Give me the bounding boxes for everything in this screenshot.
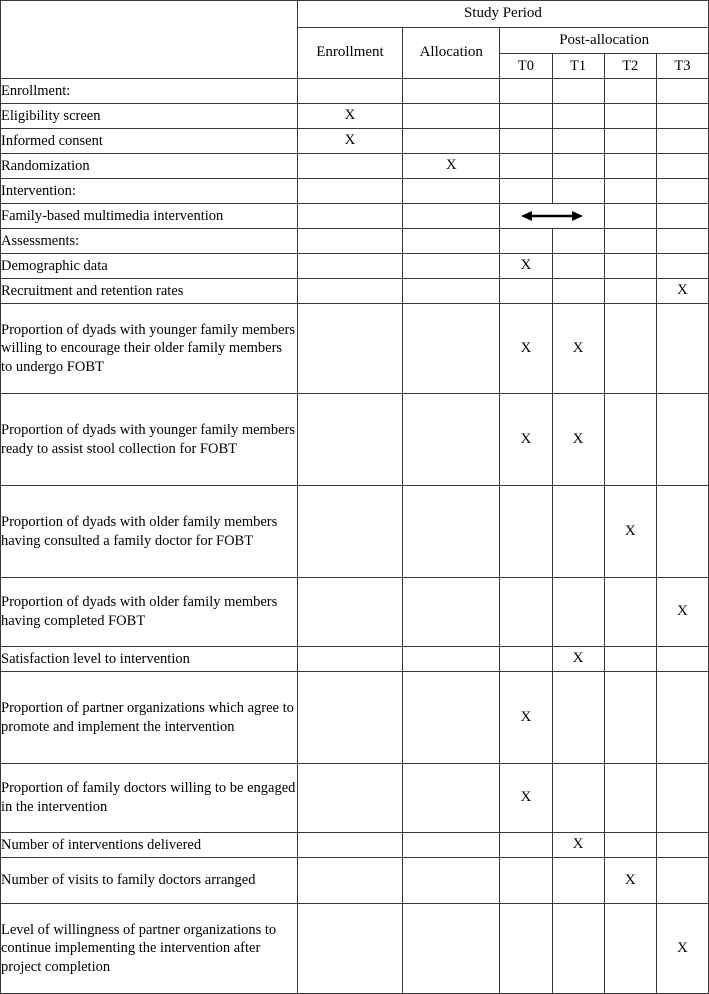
- mark-cell-enrollment: [297, 204, 402, 229]
- section-header-cell: Assessments:: [1, 229, 298, 254]
- mark-cell-allocation: [403, 858, 500, 904]
- mark-cell-allocation: [403, 672, 500, 764]
- mark-cell-t2: [604, 578, 656, 647]
- mark-cell-allocation: [403, 129, 500, 154]
- mark-cell-allocation: [403, 486, 500, 578]
- table-row: [1, 279, 709, 304]
- header-timepoint-t0: T0: [500, 54, 552, 79]
- mark-cell-t0: [500, 578, 552, 647]
- mark-cell-t0: [500, 279, 552, 304]
- mark-cell-allocation: [403, 104, 500, 129]
- mark-cell-t0: [500, 179, 552, 204]
- mark-cell-allocation: [403, 254, 500, 279]
- mark-cell-t3: [656, 672, 708, 764]
- table-row: [1, 154, 709, 179]
- mark-cell-allocation: [403, 179, 500, 204]
- activity-label-cell: Proportion of partner organizations which agree to promote and implement the intervention: [1, 672, 298, 764]
- mark-cell-t3: [656, 394, 708, 486]
- mark-cell-t2: [604, 104, 656, 129]
- activity-label-cell: Randomization: [1, 154, 298, 179]
- mark-cell-t1: [552, 486, 604, 578]
- mark-cell-allocation: X: [403, 154, 500, 179]
- activity-label-cell: Number of interventions delivered: [1, 833, 298, 858]
- mark-cell-t3: [656, 833, 708, 858]
- mark-cell-t3: X: [656, 904, 708, 994]
- mark-cell-allocation: [403, 279, 500, 304]
- mark-cell-t2: [604, 79, 656, 104]
- mark-cell-t3: [656, 204, 708, 229]
- mark-cell-t1: [552, 904, 604, 994]
- activity-label-cell: Number of visits to family doctors arranged: [1, 858, 298, 904]
- mark-cell-t1: [552, 129, 604, 154]
- activity-label-cell: Proportion of dyads with older family members having consulted a family doctor for FOBT: [1, 486, 298, 578]
- mark-cell-t0: X: [500, 304, 552, 394]
- table-row: [1, 204, 709, 229]
- table-row: [1, 254, 709, 279]
- mark-cell-t1: [552, 179, 604, 204]
- mark-cell-t2: [604, 154, 656, 179]
- mark-cell-t1: X: [552, 304, 604, 394]
- mark-cell-t0: [500, 486, 552, 578]
- mark-cell-t2: [604, 129, 656, 154]
- mark-cell-enrollment: [297, 672, 402, 764]
- mark-cell-allocation: [403, 647, 500, 672]
- section-header-cell: Intervention:: [1, 179, 298, 204]
- mark-cell-enrollment: X: [297, 129, 402, 154]
- mark-cell-t1: [552, 858, 604, 904]
- mark-cell-allocation: [403, 229, 500, 254]
- mark-cell-t3: [656, 304, 708, 394]
- table-row: [1, 764, 709, 833]
- table-row: [1, 833, 709, 858]
- mark-cell-t1: [552, 154, 604, 179]
- activity-label-cell: Family-based multimedia intervention: [1, 204, 298, 229]
- mark-cell-t0: X: [500, 254, 552, 279]
- mark-cell-t3: [656, 647, 708, 672]
- activity-label-cell: Level of willingness of partner organizations to continue implementing the intervention after project completion: [1, 904, 298, 994]
- mark-cell-t2: [604, 764, 656, 833]
- mark-cell-allocation: [403, 578, 500, 647]
- mark-cell-enrollment: [297, 904, 402, 994]
- mark-cell-t0: [500, 229, 552, 254]
- mark-cell-t2: [604, 304, 656, 394]
- mark-cell-enrollment: [297, 79, 402, 104]
- mark-cell-enrollment: X: [297, 104, 402, 129]
- table-row: [1, 304, 709, 394]
- mark-cell-t3: X: [656, 578, 708, 647]
- mark-cell-t2: [604, 672, 656, 764]
- table-row: [1, 129, 709, 154]
- activity-label-cell: Recruitment and retention rates: [1, 279, 298, 304]
- table-body: [1, 79, 709, 994]
- activity-label-cell: Proportion of dyads with older family members having completed FOBT: [1, 578, 298, 647]
- mark-cell-t2: [604, 394, 656, 486]
- mark-cell-t1: X: [552, 394, 604, 486]
- mark-cell-t3: [656, 104, 708, 129]
- mark-cell-t0: X: [500, 672, 552, 764]
- mark-cell-t1: X: [552, 647, 604, 672]
- mark-cell-t0: [500, 647, 552, 672]
- mark-cell-t3: [656, 79, 708, 104]
- header-enrollment: Enrollment: [297, 28, 402, 79]
- mark-cell-t3: [656, 254, 708, 279]
- activity-label-cell: Eligibility screen: [1, 104, 298, 129]
- mark-cell-t1: [552, 79, 604, 104]
- mark-cell-t2: [604, 229, 656, 254]
- mark-cell-t2: [604, 254, 656, 279]
- mark-cell-allocation: [403, 204, 500, 229]
- mark-cell-t0: [500, 129, 552, 154]
- mark-cell-enrollment: [297, 154, 402, 179]
- header-post-allocation: Post-allocation: [500, 28, 709, 54]
- mark-cell-t2: [604, 647, 656, 672]
- mark-cell-t0: X: [500, 394, 552, 486]
- header-study-period: Study Period: [297, 1, 708, 28]
- mark-cell-t3: [656, 179, 708, 204]
- mark-cell-t3: X: [656, 279, 708, 304]
- mark-cell-allocation: [403, 904, 500, 994]
- mark-cell-t3: [656, 154, 708, 179]
- mark-cell-t3: [656, 129, 708, 154]
- mark-cell-t3: [656, 764, 708, 833]
- activity-label-cell: Proportion of family doctors willing to be engaged in the intervention: [1, 764, 298, 833]
- table-header: [1, 1, 709, 79]
- mark-cell-t0: [500, 833, 552, 858]
- table-row: [1, 647, 709, 672]
- activity-label-cell: Satisfaction level to intervention: [1, 647, 298, 672]
- mark-cell-t1: [552, 764, 604, 833]
- mark-cell-t2: [604, 833, 656, 858]
- mark-cell-t2: [604, 904, 656, 994]
- table-row: [1, 394, 709, 486]
- mark-cell-enrollment: [297, 764, 402, 833]
- mark-cell-t0: [500, 858, 552, 904]
- mark-cell-t0: X: [500, 764, 552, 833]
- table-row: [1, 486, 709, 578]
- mark-cell-allocation: [403, 304, 500, 394]
- table-row: [1, 79, 709, 104]
- mark-cell-allocation: [403, 79, 500, 104]
- mark-cell-t3: [656, 229, 708, 254]
- arrow-container: [500, 204, 603, 228]
- mark-cell-enrollment: [297, 229, 402, 254]
- mark-cell-enrollment: [297, 578, 402, 647]
- mark-cell-t2: X: [604, 858, 656, 904]
- header-activity-blank: [1, 1, 298, 79]
- table-row: [1, 229, 709, 254]
- mark-cell-t0: [500, 904, 552, 994]
- mark-cell-t1: [552, 578, 604, 647]
- mark-cell-t1: X: [552, 833, 604, 858]
- mark-cell-enrollment: [297, 486, 402, 578]
- header-row-study-period: [1, 1, 709, 28]
- table-row: [1, 179, 709, 204]
- mark-cell-enrollment: [297, 304, 402, 394]
- mark-cell-t2: [604, 279, 656, 304]
- table-row: [1, 104, 709, 129]
- mark-cell-allocation: [403, 394, 500, 486]
- mark-cell-enrollment: [297, 833, 402, 858]
- header-timepoint-t2: T2: [604, 54, 656, 79]
- mark-cell-t2: [604, 179, 656, 204]
- mark-cell-enrollment: [297, 279, 402, 304]
- mark-cell-enrollment: [297, 254, 402, 279]
- mark-cell-t3: [656, 486, 708, 578]
- mark-cell-t1: [552, 279, 604, 304]
- mark-cell-t1: [552, 104, 604, 129]
- mark-cell-t2: [604, 204, 656, 229]
- header-allocation: Allocation: [403, 28, 500, 79]
- mark-cell-t1: [552, 254, 604, 279]
- mark-cell-t3: [656, 858, 708, 904]
- mark-cell-allocation: [403, 833, 500, 858]
- header-timepoint-t1: T1: [552, 54, 604, 79]
- double-headed-arrow-icon: [521, 209, 583, 223]
- mark-cell-enrollment: [297, 647, 402, 672]
- activity-label-cell: Proportion of dyads with younger family members willing to encourage their older family members to undergo FOBT: [1, 304, 298, 394]
- table-row: [1, 578, 709, 647]
- mark-cell-t0: [500, 154, 552, 179]
- table-row: [1, 672, 709, 764]
- mark-cell-enrollment: [297, 179, 402, 204]
- header-timepoint-t3: T3: [656, 54, 708, 79]
- activity-label-cell: Proportion of dyads with younger family members ready to assist stool collection for FOBT: [1, 394, 298, 486]
- mark-cell-t2: X: [604, 486, 656, 578]
- table-row: [1, 904, 709, 994]
- mark-cell-allocation: [403, 764, 500, 833]
- activity-label-cell: Informed consent: [1, 129, 298, 154]
- mark-cell-t1: [552, 229, 604, 254]
- mark-cell-t0: [500, 79, 552, 104]
- mark-cell-enrollment: [297, 394, 402, 486]
- mark-cell-enrollment: [297, 858, 402, 904]
- mark-cell-t1: [552, 672, 604, 764]
- activity-label-cell: Demographic data: [1, 254, 298, 279]
- section-header-cell: Enrollment:: [1, 79, 298, 104]
- mark-cell-t0: [500, 104, 552, 129]
- table-row: [1, 858, 709, 904]
- intervention-duration-cell: [500, 204, 604, 229]
